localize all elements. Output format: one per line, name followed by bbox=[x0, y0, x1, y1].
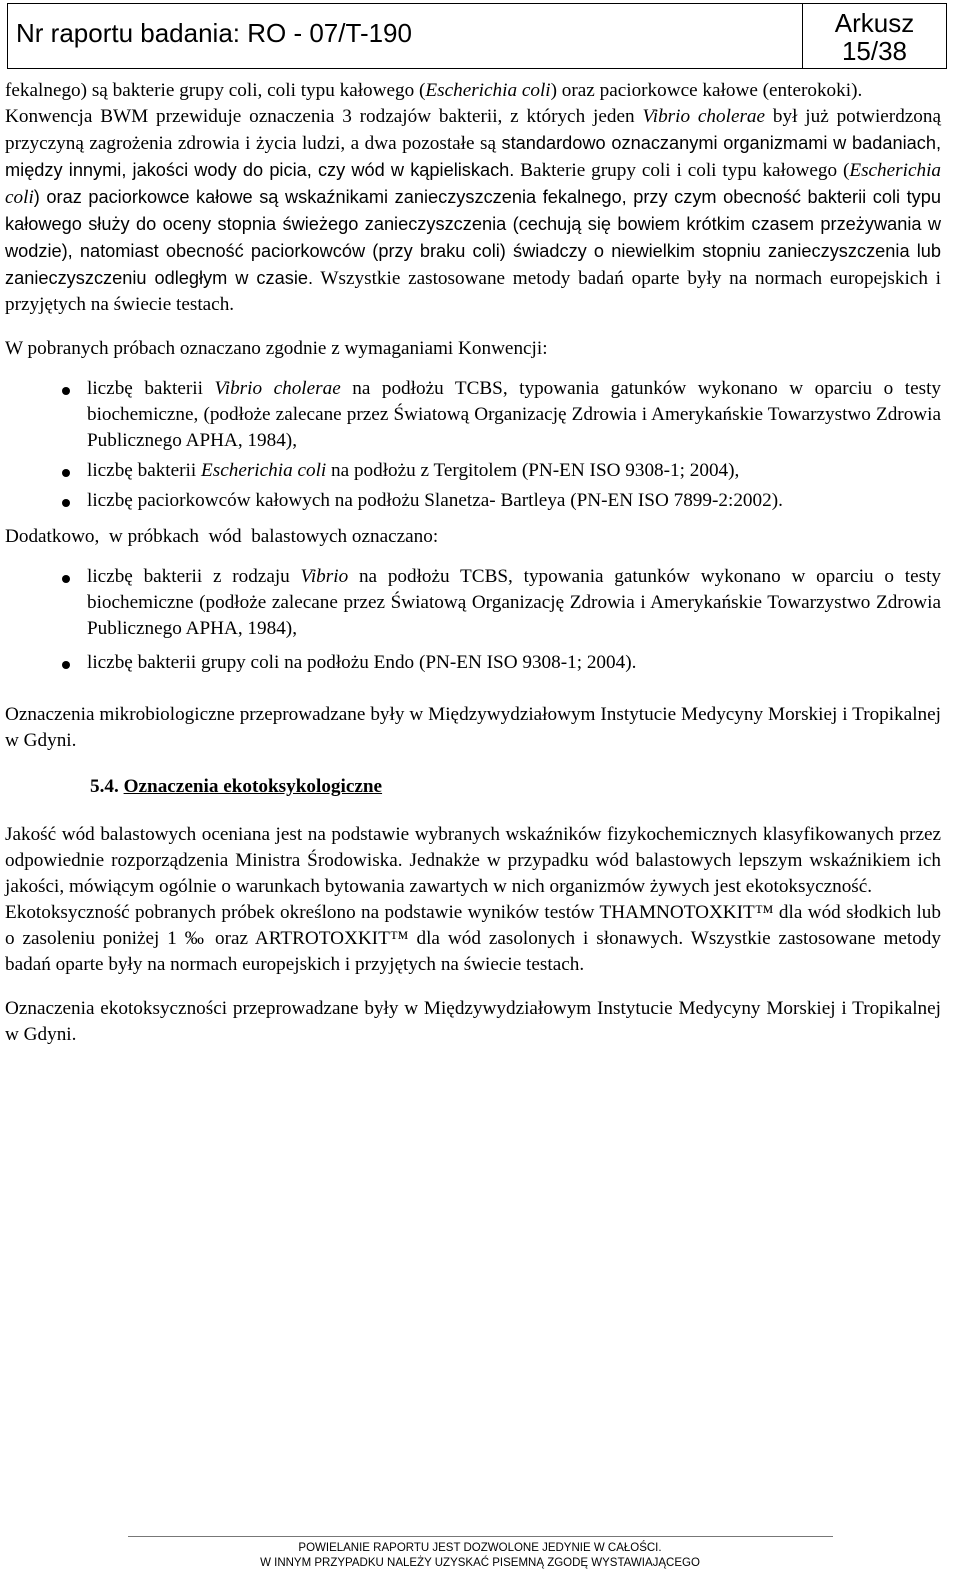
bullet-icon bbox=[62, 387, 70, 395]
bullet-icon bbox=[62, 575, 70, 583]
paragraph-eco-lab: Oznaczenia ekotoksyczności przeprowadzane były w Międzywydziałowym Instytucie Medycyny Morskiej i Tropikalnej w Gdyni. bbox=[5, 998, 941, 1045]
footer-divider bbox=[128, 1536, 833, 1537]
species-name: Escherichia coli bbox=[5, 160, 941, 208]
list-item: liczbę bakterii grupy coli na podłożu Endo (PN-EN ISO 9308-1; 2004). bbox=[5, 650, 941, 676]
document-body bbox=[5, 78, 941, 1048]
section-title: Oznaczenia ekotoksykologiczne bbox=[123, 776, 383, 797]
paragraph-quality: Jakość wód balastowych oceniana jest na podstawie wybranych wskaźników fizykochemicznych klasyfikowanych przez odpowiednie rozporządzenia Ministra Środowiska. Jednakże w przypadku wód balastowych lepszym wskaźnikiem ich jakości, mówiącym ogólnie o warunkach bytowania zawartych w nich organizmów żywych jest ekotoksyczność. bbox=[5, 824, 941, 897]
paragraph-ecotoxicity: Ekotoksyczność pobranych próbek określono na podstawie wyników testów THAMNOTOXKIT™ dla wód słodkich lub o zasoleniu poniżej 1 ‰ oraz ARTROTOXKIT™ dla wód zasolonych i słonawych. Wszystkie zastosowane metody badań oparte były na normach europejskich i przyjętych na świecie testach. bbox=[5, 902, 941, 975]
list-item: liczbę bakterii Escherichia coli na podłożu z Tergitolem (PN-EN ISO 9308-1; 2004), bbox=[5, 458, 941, 484]
bullet-icon bbox=[62, 469, 70, 477]
convention-list bbox=[5, 376, 941, 514]
bullet-icon bbox=[62, 499, 70, 507]
list-item: liczbę bakterii z rodzaju Vibrio na podłożu TCBS, typowania gatunków wykonano w oparciu o testy biochemiczne (podłoże zalecane przez Światową Organizację Zdrowia i Amerykańskie Towarzystwo Zdrowia Publicznego APHA, 1984), bbox=[5, 564, 941, 642]
text: Konwencja BWM przewiduje oznaczenia 3 rodzajów bakterii, z których jeden bbox=[5, 106, 643, 127]
footer-line-1: POWIELANIE RAPORTU JEST DOZWOLONE JEDYNIE W CAŁOŚCI. bbox=[298, 1542, 662, 1554]
section-number: 5.4. bbox=[90, 776, 119, 797]
footer-line-2: W INNYM PRZYPADKU NALEŻY UZYSKAĆ PISEMNĄ ZGODĘ WYSTAWIAJĄCEGO bbox=[260, 1557, 700, 1569]
section-heading bbox=[5, 776, 941, 798]
text: Wszystkie zastosowane metody badań oparte były na normach europejskich i przyjętych na świecie testach. bbox=[5, 268, 941, 315]
paragraph-bwm bbox=[5, 104, 941, 318]
text: Bakterie grupy coli i coli typu kałowego ( bbox=[514, 160, 850, 181]
list-item: liczbę paciorkowców kałowych na podłożu Slanetza- Bartleya (PN-EN ISO 7899-2:2002). bbox=[5, 488, 941, 514]
paragraph-convention-intro: W pobranych próbach oznaczano zgodnie z wymaganiami Konwencji: bbox=[5, 338, 548, 359]
paragraph-additional: Dodatkowo, w próbkach wód balastowych oznaczano: bbox=[5, 526, 439, 547]
text: fekalnego) są bakterie grupy coli, coli typu kałowego ( bbox=[5, 80, 426, 101]
species-name: Escherichia coli bbox=[425, 80, 551, 101]
text: standardowo oznaczanymi organizmami w badaniach, między innymi, jakości wody do picia, czy wód w kąpieliskach. bbox=[5, 133, 941, 180]
page-footer bbox=[0, 1536, 960, 1571]
text: ) oraz paciorkowce kałowe są wskaźnikami zanieczyszczenia fekalnego, przy czym obecność bakterii coli typu kałowego służy do oceny stopnia świeżego zanieczyszczenia (cechują się bowiem krótkim czasem przeżywania w wodzie), natomiast obecność paciorkowców (przy braku coli) świadczy o niewielkim stopniu zanieczyszczenia lub zanieczyszczeniu odległym w czasie. bbox=[5, 187, 941, 288]
text: ) oraz paciorkowce kałowe (enterokoki). bbox=[550, 80, 863, 101]
report-header bbox=[7, 3, 947, 69]
paragraph-intro bbox=[5, 78, 941, 104]
species-name: Vibrio cholerae bbox=[642, 106, 766, 127]
additional-list bbox=[5, 564, 941, 676]
bullet-icon bbox=[62, 661, 70, 669]
sheet-label: Arkusz bbox=[834, 8, 915, 38]
report-number: Nr raportu badania: RO - 07/T-190 bbox=[8, 4, 803, 68]
text: był już potwierdzoną przyczyną zagrożenia zdrowia i życia ludzi, a dwa pozostałe są bbox=[5, 106, 942, 154]
sheet-indicator bbox=[803, 4, 946, 68]
paragraph-micro-lab: Oznaczenia mikrobiologiczne przeprowadzane były w Międzywydziałowym Instytucie Medycyny Morskiej i Tropikalnej w Gdyni. bbox=[5, 704, 941, 751]
list-item: liczbę bakterii Vibrio cholerae na podłożu TCBS, typowania gatunków wykonano w oparciu o testy biochemiczne, (podłoże zalecane przez Światową Organizację Zdrowia i Amerykańskie Towarzystwo Zdrowia Publicznego APHA, 1984), bbox=[5, 376, 941, 454]
sheet-number: 15/38 bbox=[841, 36, 908, 66]
